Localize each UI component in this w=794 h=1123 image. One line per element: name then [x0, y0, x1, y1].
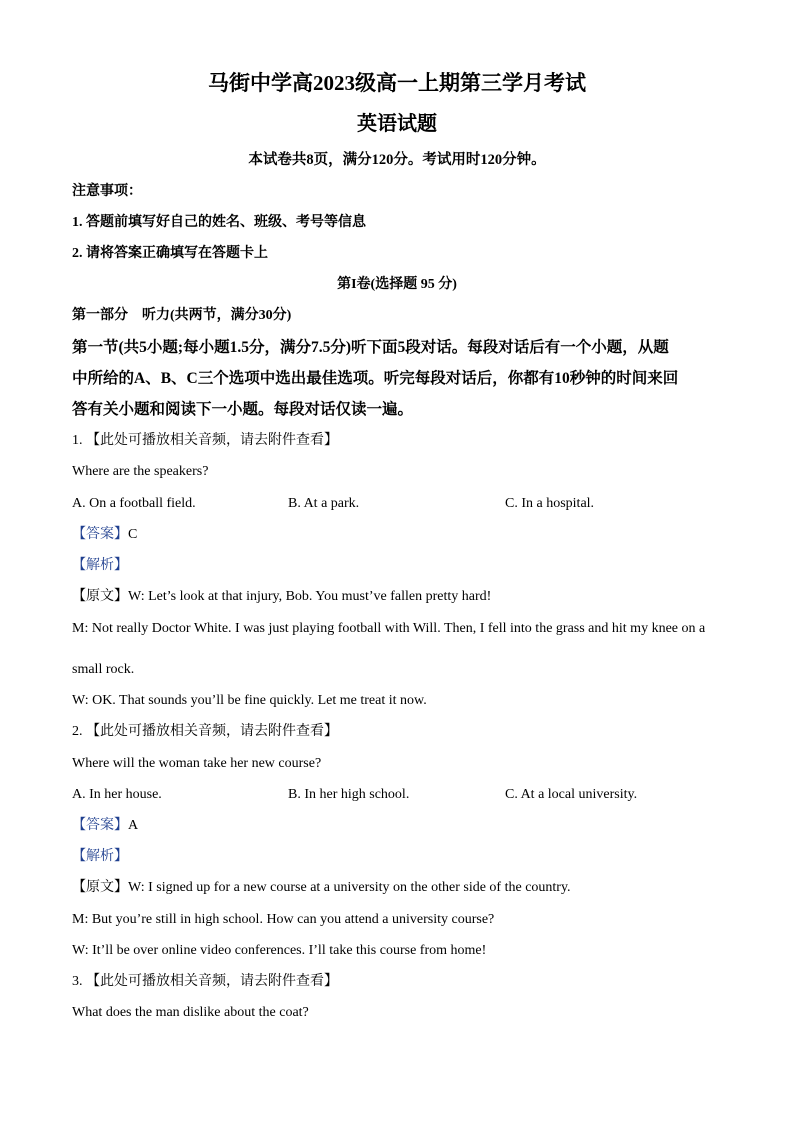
answer-label: 【答案】	[72, 818, 128, 833]
transcript-q1-line-2: M: Not really Doctor White. I was just playing football with Will. Then, I fell into the grass and hit my knee on a	[72, 621, 706, 636]
part-heading: 第一部分 听力(共两节，满分30分)	[72, 308, 292, 323]
audio-placeholder-q3[interactable]: 3. 【此处可播放相关音频，请去附件查看】	[72, 974, 338, 989]
answer-value: A	[128, 818, 139, 833]
exam-info: 本试卷共8页，满分120分。考试用时120分钟。	[248, 152, 546, 168]
audio-placeholder-q1[interactable]: 1. 【此处可播放相关音频，请去附件查看】	[72, 433, 338, 448]
note-item-2: 2. 请将答案正确填写在答题卡上	[72, 246, 268, 261]
option-c-q2: C. At a local university.	[505, 787, 638, 802]
transcript-text: W: I signed up for a new course at a university on the other side of the country.	[128, 880, 571, 895]
transcript-q1-line-1	[72, 588, 491, 606]
section-instructions-line-3: 答有关小题和阅读下一小题。每段对话仅读一遍。	[72, 401, 414, 418]
option-b-q1: B. At a park.	[288, 496, 360, 511]
answer-value: C	[128, 527, 138, 542]
transcript-q1-line-4: W: OK. That sounds you’ll be fine quickly. Let me treat it now.	[72, 693, 427, 708]
option-b-q2: B. In her high school.	[288, 787, 410, 802]
answer-label: 【答案】	[72, 527, 128, 542]
question-prompt-q2: Where will the woman take her new course?	[72, 756, 322, 771]
transcript-q1-line-3: small rock.	[72, 662, 135, 677]
original-label: 【原文】	[72, 589, 128, 604]
notes-heading: 注意事项：	[72, 184, 142, 199]
transcript-q2-line-3: W: It’ll be over online video conferences. I’ll take this course from home!	[72, 943, 487, 958]
question-prompt-q3: What does the man dislike about the coat?	[72, 1005, 309, 1020]
subject-title: 英语试题	[357, 113, 437, 135]
note-item-1: 1. 答题前填写好自己的姓名、班级、考号等信息	[72, 215, 366, 230]
analysis-label-q2: 【解析】	[72, 849, 128, 864]
answer-q1	[72, 526, 137, 544]
original-label: 【原文】	[72, 880, 128, 895]
option-a-q2: A. In her house.	[72, 787, 162, 802]
transcript-q2-line-2: M: But you’re still in high school. How can you attend a university course?	[72, 912, 495, 927]
transcript-text: W: Let’s look at that injury, Bob. You must’ve fallen pretty hard!	[128, 589, 492, 604]
analysis-label-q1: 【解析】	[72, 558, 128, 573]
exam-title: 马街中学高2023级高一上期第三学月考试	[208, 71, 586, 95]
volume-heading: 第I卷(选择题 95 分)	[337, 277, 457, 292]
transcript-q2-line-1	[72, 879, 571, 897]
question-prompt-q1: Where are the speakers?	[72, 464, 209, 479]
section-instructions-line-1: 第一节(共5小题;每小题1.5分，满分7.5分)听下面5段对话。每段对话后有一个小题，从题	[72, 339, 669, 356]
section-instructions-line-2: 中所给的A、B、C三个选项中选出最佳选项。听完每段对话后，你都有10秒钟的时间来回	[72, 370, 679, 387]
audio-placeholder-q2[interactable]: 2. 【此处可播放相关音频，请去附件查看】	[72, 724, 338, 739]
answer-q2	[72, 817, 138, 835]
option-a-q1: A. On a football field.	[72, 496, 196, 511]
option-c-q1: C. In a hospital.	[505, 496, 595, 511]
